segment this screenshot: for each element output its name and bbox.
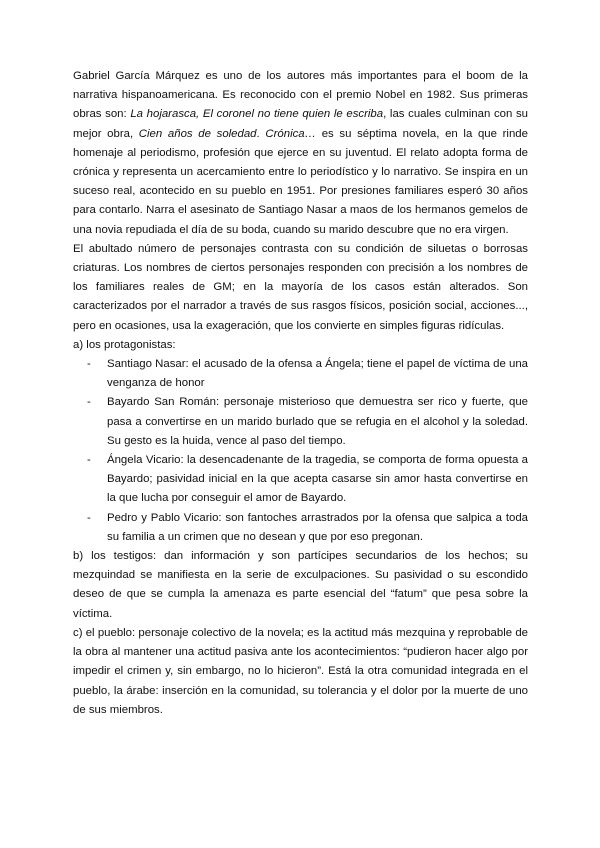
list-item-text: Ángela Vicario: la desencadenante de la tragedia, se comporta de forma opuesta a Bayardo; pasividad inicial en la que acepta casarse sin amor hasta convertirse en la que lucha por conseguir el amor de Bayardo.: [107, 454, 528, 505]
list-item: [73, 393, 528, 451]
intro-italic-titles: La hojarasca, El coronel no tiene quien le escriba: [130, 108, 384, 121]
list-item: [73, 509, 528, 547]
intro-text-1: Gabriel García Márquez es uno de los autores más importantes para el boom de la narrativa hispanoamericana. Es reconocido con el premio Nobel en 1982. Sus primeras obras son:: [73, 70, 528, 121]
intro-text-3: .: [256, 127, 266, 140]
intro-italic-cronica: Crónica…: [265, 127, 317, 140]
bullet-dash: -: [87, 454, 91, 467]
protagonists-list: [73, 355, 528, 547]
characters-paragraph: El abultado número de personajes contrasta con su condición de siluetas o borrosas criaturas. Los nombres de ciertos personajes responden con precisión a los nombres de los familiares reales de GM; en la mayoría de los casos están alterados. Son caracterizados por el narrador a través de sus rasgos físicos, posición social, acciones..., pero en ocasiones, usa la exageración, que los convierte en simples figuras ridículas.: [73, 242, 528, 332]
document-page: [73, 67, 528, 720]
intro-text-4: es su séptima novela, en la que rinde homenaje al periodismo, profesión que ejerce en su juventud. El relato adopta forma de crónica y representa un acercamiento entre lo periodístico y lo narrativo. Se inspira en un suceso real, acontecido en su pueblo en 1951. Por presiones familiares esperó 30 años para contarlo. Narra el asesinato de Santiago Nasar a maos de los hermanos gemelos de una novia repudiada el día de su boda, cuando su marido descubre que no era virgen.: [73, 127, 528, 236]
bullet-dash: -: [87, 358, 91, 371]
list-item-text: Bayardo San Román: personaje misterioso que demuestra ser rico y fuerte, que pasa a convertirse en un marido burlado que se refugia en el alcohol y la soledad. Su gesto es la huida, vence al paso del tiempo.: [107, 396, 528, 447]
bullet-dash: -: [87, 511, 91, 524]
list-item: [73, 451, 528, 509]
bullet-dash: -: [87, 396, 91, 409]
protagonists-heading: a) los protagonistas:: [73, 338, 176, 351]
list-item-text: Santiago Nasar: el acusado de la ofensa a Ángela; tiene el papel de víctima de una venganza de honor: [107, 358, 528, 390]
intro-text-2: , las cuales culminan con su mejor obra,: [73, 108, 528, 140]
list-item: [73, 355, 528, 393]
intro-paragraph: [73, 67, 528, 240]
witnesses-paragraph: b) los testigos: dan información y son partícipes secundarios de los hechos; su mezquindad se manifiesta en la serie de exculpaciones. Su pasividad o su escondido deseo de que se cumpla la amenaza es parte esencial del “fatum” que pesa sobre la víctima.: [73, 550, 528, 620]
intro-italic-cien-anos: Cien años de soledad: [138, 127, 257, 140]
town-paragraph: c) el pueblo: personaje colectivo de la novela; es la actitud más mezquina y reprobable de la obra al mantener una actitud pasiva ante los acontecimientos: “pudieron hacer algo por impedir el crimen y, sin embargo, no lo hicieron”. Está la otra comunidad integrada en el pueblo, la árabe: inserción en la comunidad, su tolerancia y el dolor por la muerte de uno de sus miembros.: [73, 626, 528, 716]
list-item-text: Pedro y Pablo Vicario: son fantoches arrastrados por la ofensa que salpica a toda su familia a un crimen que no desean y que por eso pregonan.: [107, 511, 528, 543]
